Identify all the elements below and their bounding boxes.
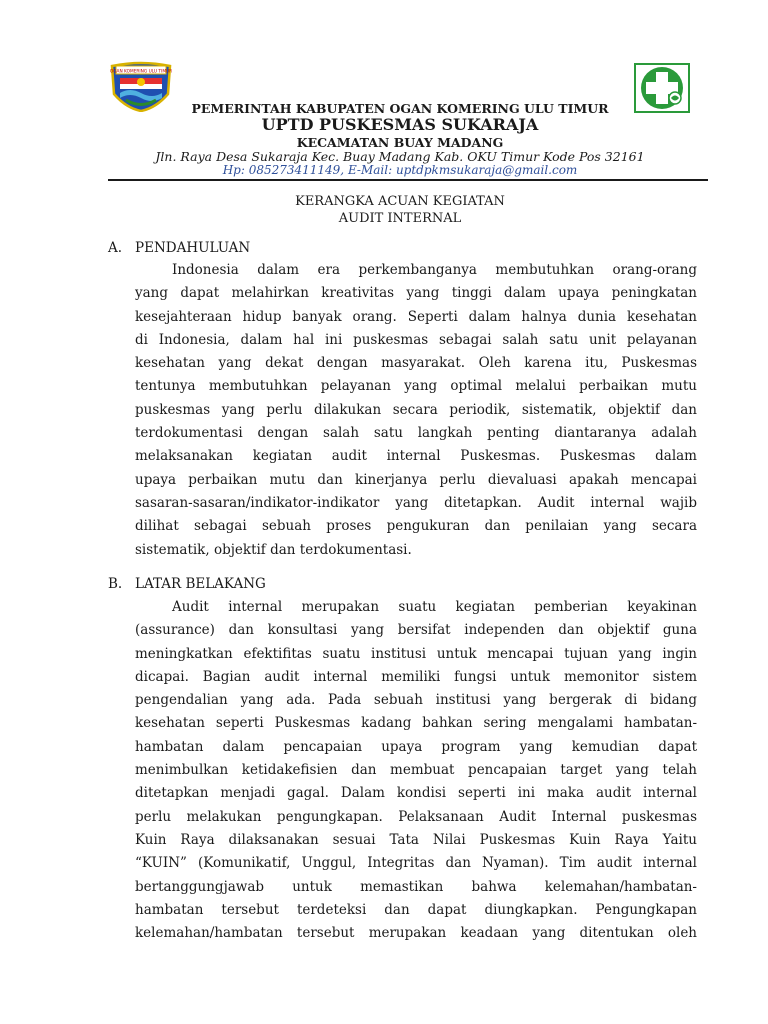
paragraph-line: perlu melakukan pengungkapan. Pelaksanaan Audit Internal puskesmas — [135, 808, 697, 825]
section-a-letter: A. — [108, 240, 123, 256]
paragraph-line: puskesmas yang perlu dilakukan secara periodik, sistematik, objektif dan — [135, 401, 697, 418]
letterhead-contact: Hp: 085273411149, E-Mail: uptdpkmsukaraja@gmail.com — [222, 163, 578, 177]
paragraph-line: yang dapat melahirkan kreativitas yang tinggi dalam upaya peningkatan — [135, 285, 697, 302]
paragraph-line: hambatan dalam pencapaian upaya program yang kemudian dapat — [135, 738, 697, 755]
section-b-heading: LATAR BELAKANG — [135, 576, 266, 592]
paragraph-line: tentunya membutuhkan pelayanan yang optimal melalui perbaikan mutu — [135, 378, 697, 395]
letterhead-institution: UPTD PUSKESMAS SUKARAJA — [261, 115, 539, 134]
document-title: KERANGKA ACUAN KEGIATAN — [295, 194, 505, 209]
paragraph-line: bertanggungjawab untuk memastikan bahwa kelemahan/hambatan- — [135, 878, 697, 895]
paragraph-line: kelemahan/hambatan tersebut merupakan keadaan yang ditentukan oleh — [135, 925, 697, 942]
paragraph-line: meningkatkan efektifitas suatu institusi untuk mencapai tujuan yang ingin — [135, 645, 697, 662]
emblem-banner-text: OGAN KOMERING ULU TIMUR — [109, 69, 173, 75]
section-b-paragraph — [135, 596, 697, 945]
letterhead-district: KECAMATAN BUAY MADANG — [296, 135, 504, 150]
paragraph-line: “KUIN” (Komunikatif, Unggul, Integritas dan Nyaman). Tim audit internal — [135, 855, 697, 872]
paragraph-line: dicapai. Bagian audit internal memiliki fungsi untuk memonitor sistem — [135, 668, 697, 685]
paragraph-line: menimbulkan ketidakefisien dan membuat pencapaian target yang telah — [135, 762, 697, 779]
paragraph-line: kesehatan yang dekat dengan masyarakat. Oleh karena itu, Puskesmas — [135, 355, 697, 372]
paragraph-line: ditetapkan menjadi gagal. Dalam kondisi seperti ini maka audit internal — [135, 785, 697, 802]
paragraph-line: sistematik, objektif dan terdokumentasi. — [135, 541, 412, 558]
paragraph-line: (assurance) dan konsultasi yang bersifat independen dan objektif guna — [135, 622, 697, 639]
letterhead-address: Jln. Raya Desa Sukaraja Kec. Buay Madang Kab. OKU Timur Kode Pos 32161 — [155, 149, 645, 164]
paragraph-line: upaya perbaikan mutu dan kinerjanya perlu dievaluasi apakah mencapai — [135, 471, 697, 488]
paragraph-line: di Indonesia, dalam hal ini puskesmas sebagai salah satu unit pelayanan — [135, 331, 697, 348]
paragraph-line: terdokumentasi dengan salah satu langkah penting diantaranya adalah — [135, 425, 697, 442]
paragraph-line: dilihat sebagai sebuah proses pengukuran dan penilaian yang secara — [135, 518, 697, 535]
paragraph-line: kesejahteraan hidup banyak orang. Seperti dalam halnya dunia kesehatan — [135, 308, 697, 325]
paragraph-line: hambatan tersebut terdeteksi dan dapat diungkapkan. Pengungkapan — [135, 901, 697, 918]
paragraph-line: pengendalian yang ada. Pada sebuah institusi yang bergerak di bidang — [135, 692, 697, 709]
paragraph-line: kesehatan seperti Puskesmas kadang bahkan sering mengalami hambatan- — [135, 715, 697, 732]
letterhead-government: PEMERINTAH KABUPATEN OGAN KOMERING ULU TIMUR — [191, 101, 609, 116]
letterhead-divider — [108, 179, 708, 181]
document-subtitle: AUDIT INTERNAL — [338, 211, 462, 226]
section-b-letter: B. — [108, 576, 123, 592]
section-a-heading: PENDAHULUAN — [135, 240, 251, 256]
paragraph-line: sasaran-sasaran/indikator-indikator yang ditetapkan. Audit internal wajib — [135, 494, 697, 511]
paragraph-line: melaksanakan kegiatan audit internal Puskesmas. Puskesmas dalam — [135, 448, 697, 465]
paragraph-line: Indonesia dalam era perkembanganya membutuhkan orang-orang — [172, 262, 697, 278]
section-a-paragraph — [135, 259, 697, 562]
paragraph-line: Audit internal merupakan suatu kegiatan pemberian keyakinan — [172, 599, 697, 615]
paragraph-line: Kuin Raya dilaksanakan sesuai Tata Nilai Puskesmas Kuin Raya Yaitu — [135, 831, 697, 848]
